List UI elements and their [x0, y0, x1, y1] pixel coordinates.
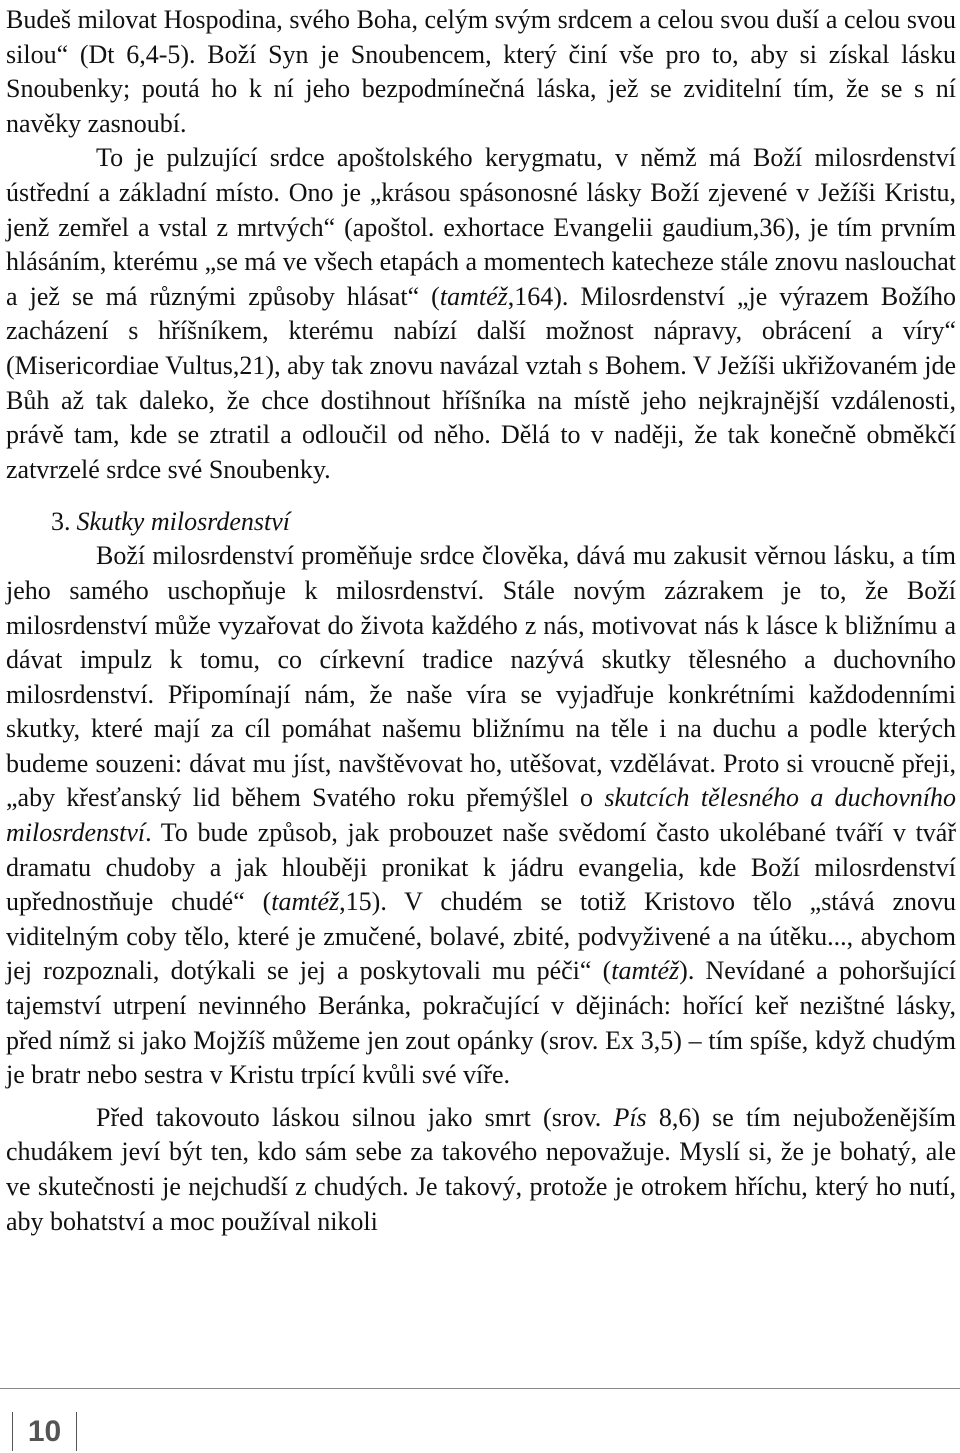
- paragraph-4-text-2: 8,6) se tím nejuboženějším chudákem jeví být ten, kdo sám sebe za takového nepovažuje. Myslí si, že je bohatý, ale ve skutečnosti je nejchudší z chudých. Je takový, protože je otrokem hříchu, který ho nutí, aby bohatství a moc používal nikoli: [6, 1102, 956, 1236]
- paragraph-3-italic-1: skutcích tělesného a duchovního milosrdenství: [6, 783, 956, 848]
- section-heading-title: Skutky milosrdenství: [76, 507, 290, 537]
- page-footer: [0, 1388, 960, 1453]
- page-number-box: [12, 1412, 77, 1451]
- paragraph-3-text-3: ,15). V chudém se totiž Kristovo tělo „stává znovu viditelným coby tělo, které je zmučené, bolavé, zbité, podvyživené a na útěku..., abychom jej rozpoznali, dotýkali se jej a poskytovali mu péči“ (: [6, 887, 956, 986]
- paragraph-2-italic-1: tamtéž: [439, 281, 508, 311]
- paragraph-3-italic-2: tamtéž: [271, 887, 340, 917]
- footer-rule: [0, 1388, 960, 1389]
- paragraph-3-text-4: ). Nevídané a pohoršující tajemství utrpení nevinného Beránka, pokračující v dějinách: hořící keř nezištné lásky, před nímž si jako Mojžíš můžeme jen zout opánky (srov. Ex 3,5) – tím spíše, když chudým je bratr nebo sestra v Kristu trpící kvůli své víře.: [6, 956, 956, 1090]
- paragraph-3-text-2: . To bude způsob, jak probouzet naše svědomí často ukolébané tváří v tvář dramatu chudoby a jak hlouběji pronikat k jádru evangelia, kde Boží milosrdenství upřednostňuje chudé“ (: [6, 818, 956, 917]
- paragraph-3-text-1: Boží milosrdenství proměňuje srdce člověka, dává mu zakusit věrnou lásku, a tím jeho samého uschopňuje k milosrdenství. Stále novým zázrakem je to, že Boží milosrdenství může vyzařovat do života každého z nás, motivovat nás k lásce k bližnímu a dávat impulz k tomu, co církevní tradice nazývá skutky tělesného a duchovního milosrdenství. Připomínají nám, že naše víra se vyjadřuje konkrétními každodenními skutky, které mají za cíl pomáhat našemu bližnímu na těle i na duchu a podle kterých budeme souzeni: dávat mu jíst, navštěvovat ho, utěšovat, vzdělávat. Proto si vroucně přeji, „aby křesťanský lid během Svatého roku přemýšlel o: [6, 541, 956, 813]
- paragraph-4-text-1: Před takovouto láskou silnou jako smrt (srov.: [96, 1102, 614, 1132]
- paragraph-1: [6, 3, 956, 141]
- paragraph-2-text-1: To je pulzující srdce apoštolského kerygmatu, v němž má Boží milosrdenství ústřední a základní místo. Ono je „krásou spásonosné lásky Boží zjevené v Ježíši Kristu, jenž zemřel a vstal z mrtvých“ (apoštol. exhortace Evangelii gaudium,36), je tím prvním hlásáním, kterému „se má ve všech etapách a momentech katecheze stále znovu naslouchat a jež se má různými způsoby hlásat“ (: [6, 143, 956, 311]
- paragraph-1-text: Budeš milovat Hospodina, svého Boha, celým svým srdcem a celou svou duší a celou svou silou“ (Dt 6,4-5). Boží Syn je Snoubencem, který činí vše pro to, aby si získal lásku Snoubenky; poutá ho k ní jeho bezpodmínečná láska, jež se zviditelní tím, že se s ní navěky zasnoubí.: [6, 5, 956, 138]
- paragraph-4-italic-1: Pís: [613, 1102, 647, 1132]
- paragraph-2-text-2: ,164). Milosrdenství „je výrazem Božího zacházení s hříšníkem, kterému nabízí další možnost nápravy, obrácení a víry“ (Misericordiae Vultus,21), aby tak znovu navázal vztah s Bohem. V Ježíši ukřižovaném jde Bůh až tak daleko, že chce dostihnout hříšníka na místě jeho nejkrajnější vzdálenosti, právě tam, kde se ztratil a odloučil od něho. Dělá to v naději, že tak konečně obměkčí zatvrzelé srdce své Snoubenky.: [6, 281, 956, 484]
- paragraph-4: [6, 1101, 956, 1239]
- paragraph-3-italic-3: tamtéž: [611, 956, 680, 986]
- section-heading: [6, 505, 956, 539]
- section-heading-number: 3.: [51, 507, 71, 537]
- paragraph-2: [6, 141, 956, 487]
- page-number: 10: [27, 1415, 62, 1448]
- paragraph-3: [6, 539, 956, 1093]
